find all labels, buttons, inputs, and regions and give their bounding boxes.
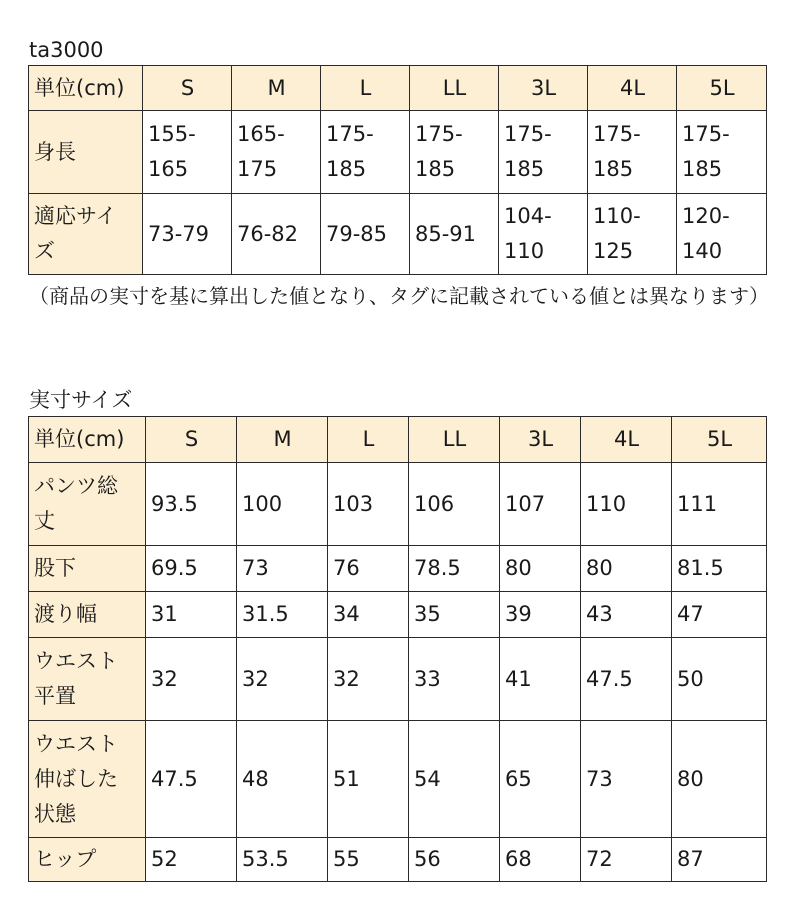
cell: 104- 110	[499, 194, 588, 275]
cell: 32	[146, 638, 237, 721]
cell: 51	[328, 721, 409, 838]
cell: 107	[500, 463, 581, 546]
table-row	[29, 592, 767, 638]
cell: 110- 125	[588, 194, 677, 275]
row-label-thigh-width: 渡り幅	[29, 592, 146, 638]
header-size-4l: 4L	[588, 66, 677, 111]
cell: 56	[409, 838, 500, 882]
cell: 48	[237, 721, 328, 838]
header-size-m: M	[237, 417, 328, 463]
row-label-inseam: 股下	[29, 546, 146, 592]
cell: 175- 185	[588, 111, 677, 194]
cell: 106	[409, 463, 500, 546]
cell: 31	[146, 592, 237, 638]
cell: 79-85	[321, 194, 410, 275]
cell: 165- 175	[232, 111, 321, 194]
cell: 73	[237, 546, 328, 592]
cell: 85-91	[410, 194, 499, 275]
header-unit: 単位(cm)	[29, 66, 143, 111]
header-size-3l: 3L	[500, 417, 581, 463]
row-label-waist-stretched: ウエスト 伸ばした 状態	[29, 721, 146, 838]
cell: 175- 185	[677, 111, 767, 194]
table-row	[29, 546, 767, 592]
cell: 110	[581, 463, 672, 546]
cell: 39	[500, 592, 581, 638]
cell: 175- 185	[499, 111, 588, 194]
cell: 81.5	[672, 546, 767, 592]
header-size-4l: 4L	[581, 417, 672, 463]
table2-title: 実寸サイズ	[29, 388, 133, 412]
cell: 93.5	[146, 463, 237, 546]
cell: 41	[500, 638, 581, 721]
row-label-waist-flat: ウエスト 平置	[29, 638, 146, 721]
cell: 76	[328, 546, 409, 592]
cell: 78.5	[409, 546, 500, 592]
actual-size-table	[28, 416, 767, 882]
cell: 54	[409, 721, 500, 838]
row-label-height: 身長	[29, 111, 143, 194]
header-size-ll: LL	[410, 66, 499, 111]
header-size-l: L	[321, 66, 410, 111]
header-unit: 単位(cm)	[29, 417, 146, 463]
table1-note: （商品の実寸を基に算出した値となり、タグに記載されている値とは異なります）	[29, 284, 769, 308]
table-row	[29, 194, 767, 275]
table-row	[29, 721, 767, 838]
row-label-total-length: パンツ総 丈	[29, 463, 146, 546]
cell: 32	[237, 638, 328, 721]
cell: 47.5	[146, 721, 237, 838]
header-size-ll: LL	[409, 417, 500, 463]
cell: 111	[672, 463, 767, 546]
table2-header-row	[29, 417, 767, 463]
cell: 80	[672, 721, 767, 838]
size-table-ta3000	[28, 65, 767, 275]
cell: 33	[409, 638, 500, 721]
cell: 175- 185	[410, 111, 499, 194]
table1-header-row	[29, 66, 767, 111]
header-size-5l: 5L	[672, 417, 767, 463]
cell: 68	[500, 838, 581, 882]
cell: 52	[146, 838, 237, 882]
cell: 87	[672, 838, 767, 882]
cell: 65	[500, 721, 581, 838]
header-size-s: S	[143, 66, 232, 111]
cell: 47.5	[581, 638, 672, 721]
cell: 175- 185	[321, 111, 410, 194]
row-label-hip: ヒップ	[29, 838, 146, 882]
header-size-s: S	[146, 417, 237, 463]
table-row	[29, 638, 767, 721]
cell: 76-82	[232, 194, 321, 275]
cell: 155- 165	[143, 111, 232, 194]
cell: 53.5	[237, 838, 328, 882]
table-row	[29, 838, 767, 882]
cell: 32	[328, 638, 409, 721]
cell: 80	[500, 546, 581, 592]
table-row	[29, 111, 767, 194]
cell: 72	[581, 838, 672, 882]
cell: 43	[581, 592, 672, 638]
cell: 100	[237, 463, 328, 546]
header-size-5l: 5L	[677, 66, 767, 111]
cell: 34	[328, 592, 409, 638]
cell: 73-79	[143, 194, 232, 275]
cell: 31.5	[237, 592, 328, 638]
header-size-m: M	[232, 66, 321, 111]
cell: 73	[581, 721, 672, 838]
row-label-fit-size: 適応サイ ズ	[29, 194, 143, 275]
cell: 50	[672, 638, 767, 721]
cell: 69.5	[146, 546, 237, 592]
cell: 120- 140	[677, 194, 767, 275]
cell: 47	[672, 592, 767, 638]
cell: 80	[581, 546, 672, 592]
header-size-l: L	[328, 417, 409, 463]
table1-title: ta3000	[29, 38, 104, 62]
cell: 35	[409, 592, 500, 638]
cell: 55	[328, 838, 409, 882]
cell: 103	[328, 463, 409, 546]
header-size-3l: 3L	[499, 66, 588, 111]
table-row	[29, 463, 767, 546]
